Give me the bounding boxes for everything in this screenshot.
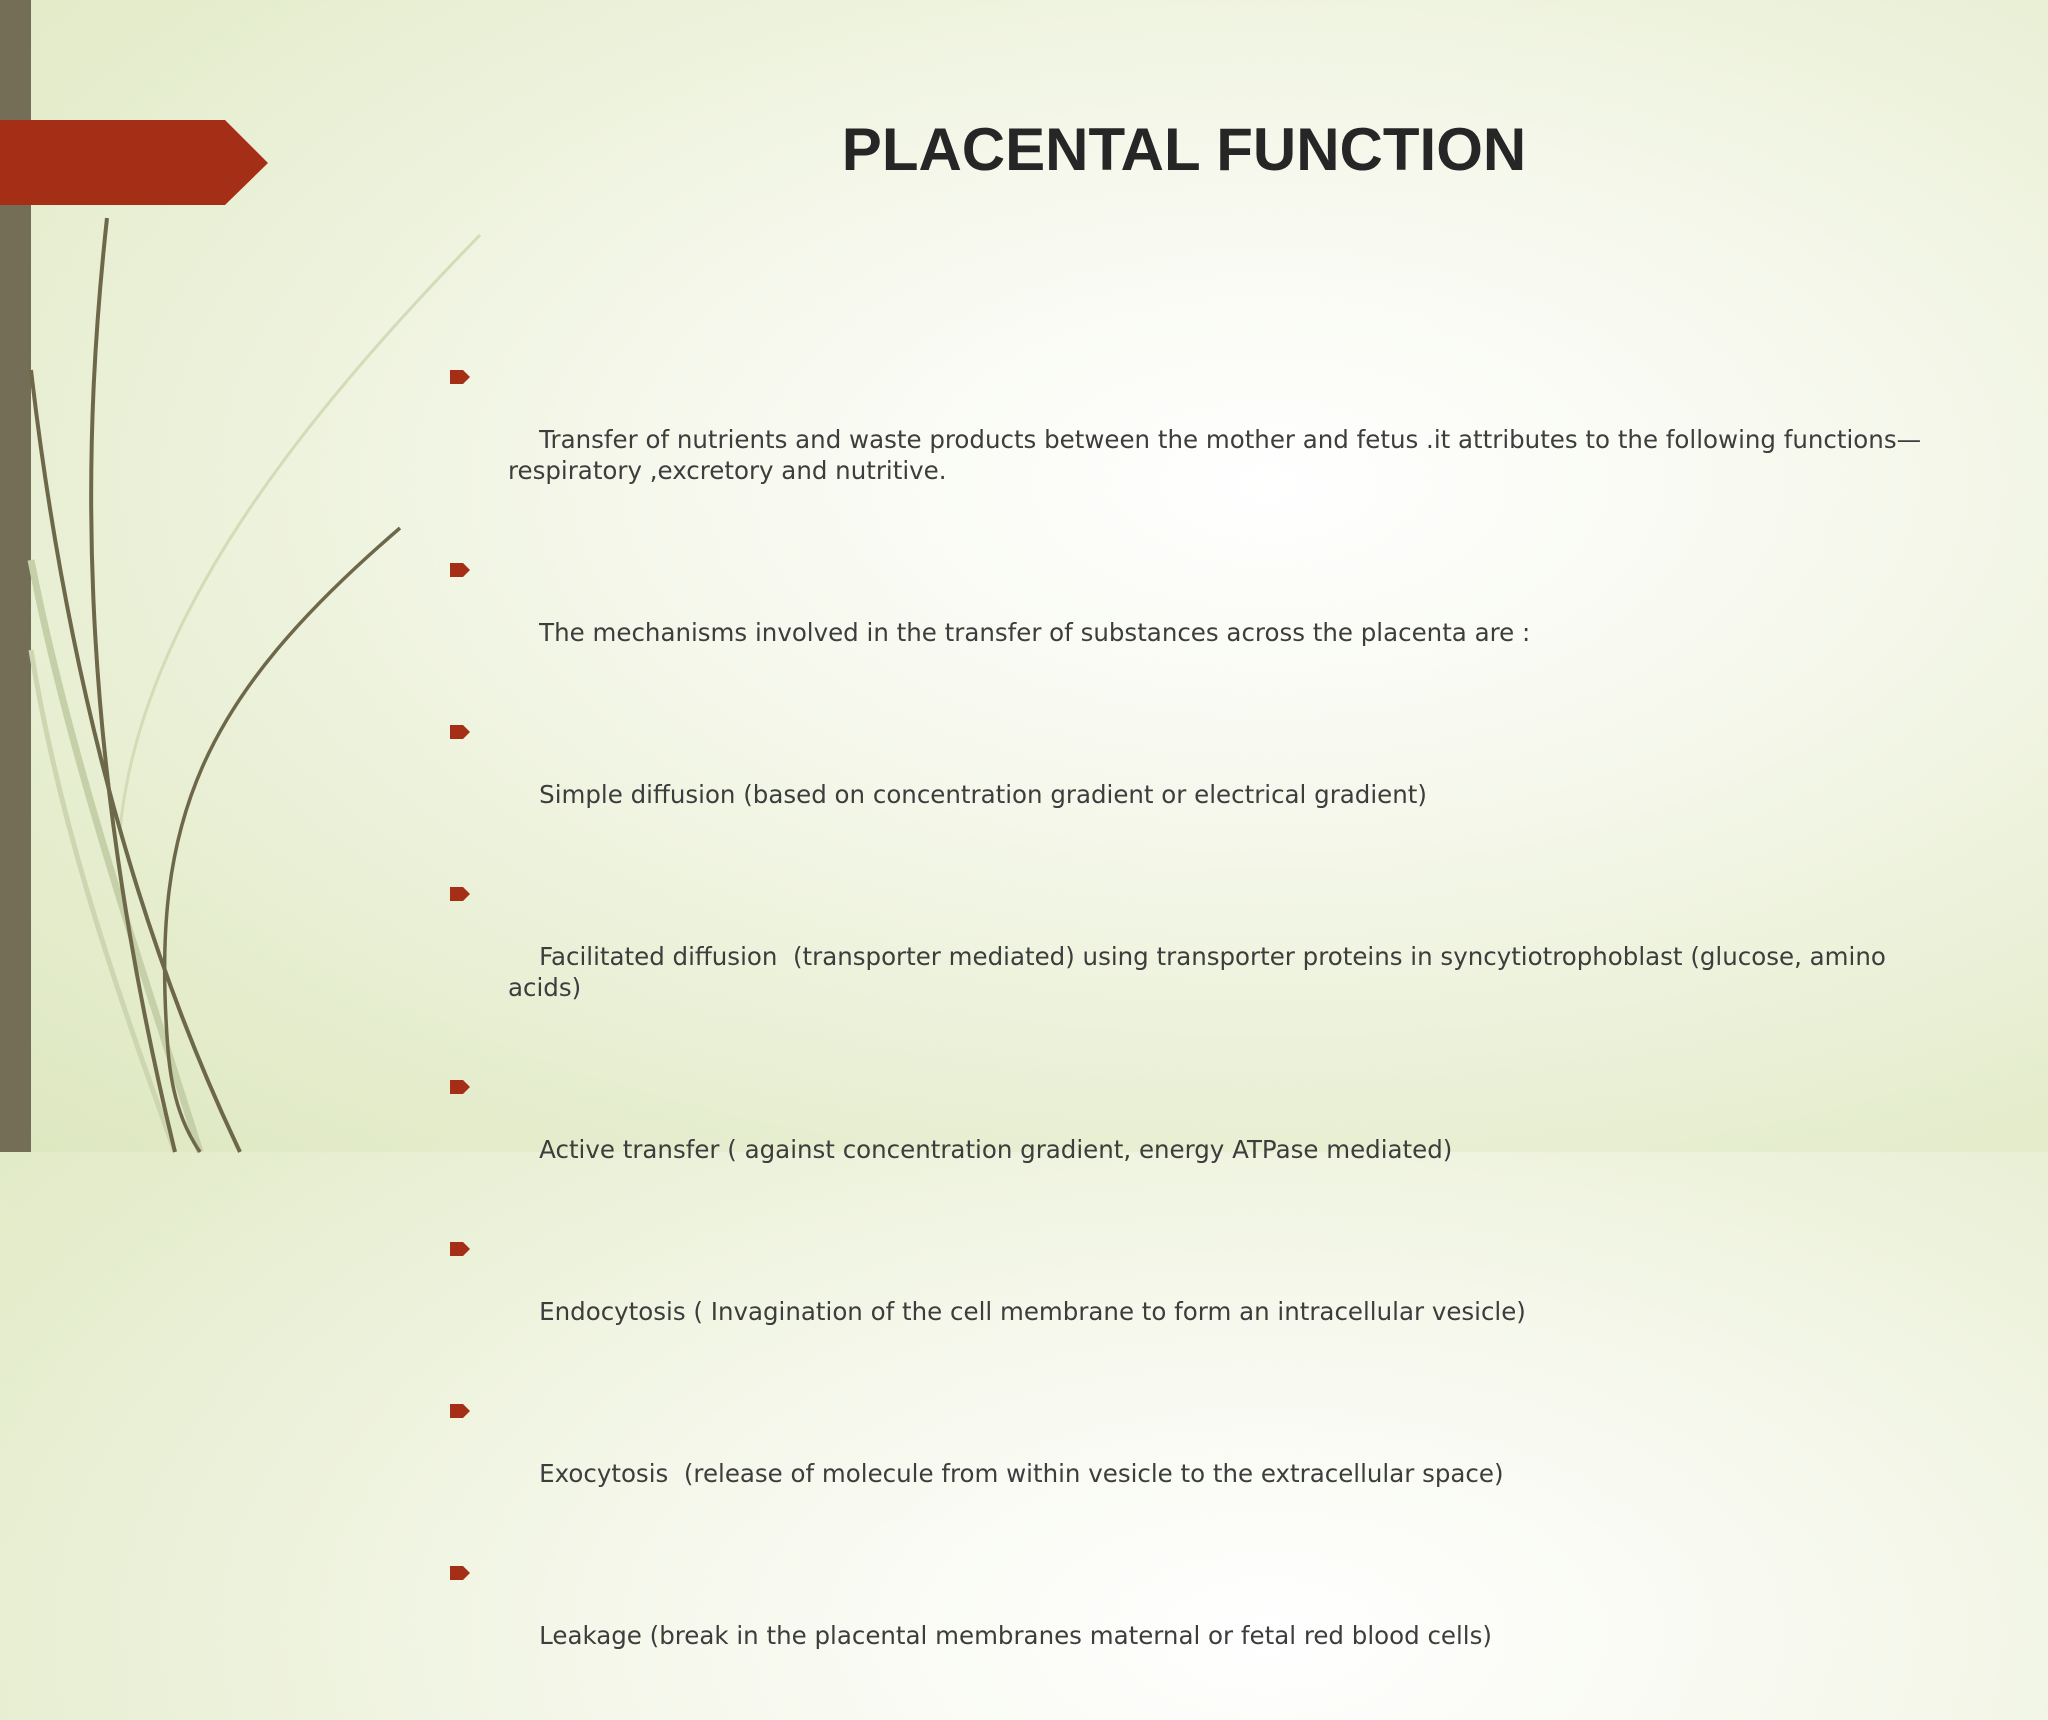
arrow-bullet-icon: [450, 1080, 470, 1094]
bullet-text: The mechanisms involved in the transfer of substances across the placenta are :: [539, 618, 1531, 647]
arrow-bullet-icon: [450, 1404, 470, 1418]
arrow-bullet-icon: [450, 1566, 470, 1580]
bullet-list: [450, 362, 1930, 1720]
bullet-item: [450, 555, 1930, 679]
arrow-bullet-icon: [450, 887, 470, 901]
bullet-item: [450, 1558, 1930, 1682]
title-accent-banner: [0, 0, 280, 220]
arrow-bullet-icon: [450, 563, 470, 577]
bullet-item: [450, 362, 1930, 517]
bullet-text: Simple diffusion (based on concentration gradient or electrical gradient): [539, 780, 1427, 809]
bullet-item: [450, 717, 1930, 841]
bullet-text: Transfer of nutrients and waste products between the mother and fetus .it attributes to the following functions—respiratory ,excretory and nutritive.: [508, 425, 1922, 485]
bullet-text: Leakage (break in the placental membranes maternal or fetal red blood cells): [539, 1621, 1492, 1650]
bullet-item: [450, 879, 1930, 1034]
bullet-item: [450, 1396, 1930, 1520]
arrow-bullet-icon: [450, 725, 470, 739]
bullet-item: [450, 1234, 1930, 1358]
bullet-text: Facilitated diffusion (transporter mediated) using transporter proteins in syncytiotrophoblast (glucose, amino acids): [508, 942, 1894, 1002]
arrow-bullet-icon: [450, 1242, 470, 1256]
arrow-bullet-icon: [450, 370, 470, 384]
slide-title: PLACENTAL FUNCTION: [841, 116, 1527, 183]
bullet-text: Endocytosis ( Invagination of the cell membrane to form an intracellular vesicle): [539, 1297, 1526, 1326]
bullet-text: Active transfer ( against concentration gradient, energy ATPase mediated): [539, 1135, 1453, 1164]
bullet-text: Exocytosis (release of molecule from within vesicle to the extracellular space): [539, 1459, 1504, 1488]
bullet-item: [450, 1072, 1930, 1196]
